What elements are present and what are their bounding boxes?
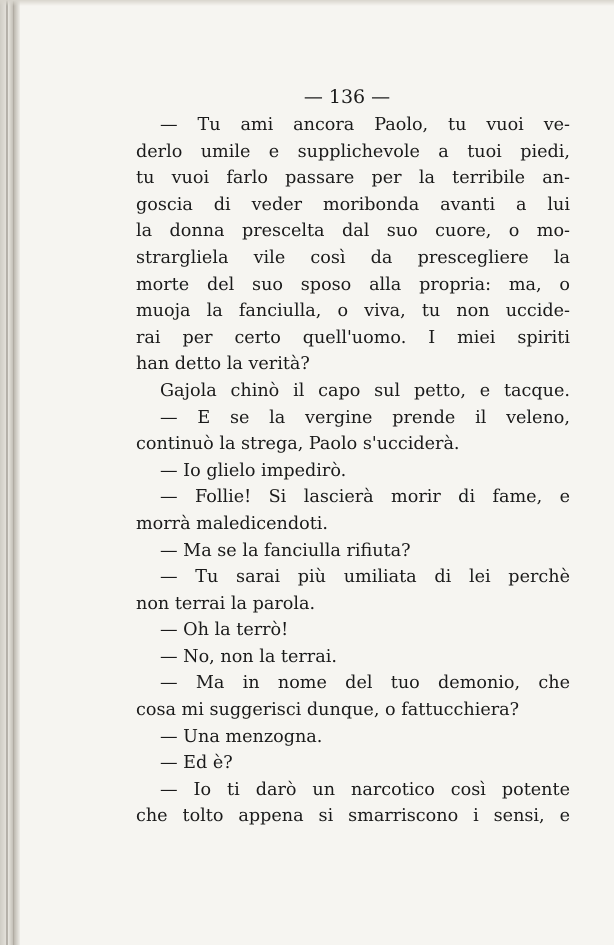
text-line: muoja la fanciulla, o viva, tu non uccide- xyxy=(136,301,570,322)
text-line: continuò la strega, Paolo s'ucciderà. xyxy=(136,434,460,455)
text-line: rai per certo quell'uomo. I miei spiriti xyxy=(136,327,570,348)
text-line: — Io glielo impedirò. xyxy=(160,460,347,481)
text-line: — E se la vergine prende il veleno, xyxy=(160,407,570,428)
page-top-shadow xyxy=(0,0,614,6)
text-line: — Ma se la fanciulla rifiuta? xyxy=(160,540,411,561)
text-line: derlo umile e supplichevole a tuoi piedi, xyxy=(136,141,570,162)
page-number: — 136 — xyxy=(303,86,391,108)
text-line: Gajola chinò il capo sul petto, e tacque. xyxy=(160,380,570,401)
body-text xyxy=(136,112,570,830)
text-line: cosa mi suggerisci dunque, o fattucchiera? xyxy=(136,700,520,721)
spine-line-inner xyxy=(13,0,14,945)
text-line: han detto la verità? xyxy=(136,354,310,375)
text-line: — Tu ami ancora Paolo, tu vuoi ve- xyxy=(160,115,570,135)
text-line: strargliela vile così da presceglierе la xyxy=(136,247,570,268)
spine-line xyxy=(6,0,8,945)
text-line: — No, non la terrai. xyxy=(160,646,337,667)
text-line: — Ma in nome del tuo demonio, che xyxy=(160,673,570,694)
text-line: non terrai la parola. xyxy=(136,593,316,614)
text-line: — Io ti darò un narcotico così potente xyxy=(160,779,570,800)
text-line: — Tu sarai più umiliata di lei perchè xyxy=(160,567,570,588)
text-line: goscia di veder moribonda avanti a lui xyxy=(136,194,570,215)
text-line: — Una menzogna. xyxy=(160,726,323,747)
text-line: — Ed è? xyxy=(160,753,233,774)
text-line: morrà maledicendoti. xyxy=(136,513,329,534)
text-line: morte del suo sposo alla propria: ma, o xyxy=(136,274,570,295)
book-spine xyxy=(0,0,20,945)
text-line: tu vuoi farlo passare per la terribile an- xyxy=(136,168,570,189)
text-line: la donna prescelta dal suo cuore, o mo- xyxy=(136,221,570,242)
text-line: che tolto appena si smarriscono i sensi, e xyxy=(136,806,570,827)
text-line: — Oh la terrò! xyxy=(160,620,289,641)
text-line: — Follie! Si lascierà morir di fame, e xyxy=(160,487,570,508)
